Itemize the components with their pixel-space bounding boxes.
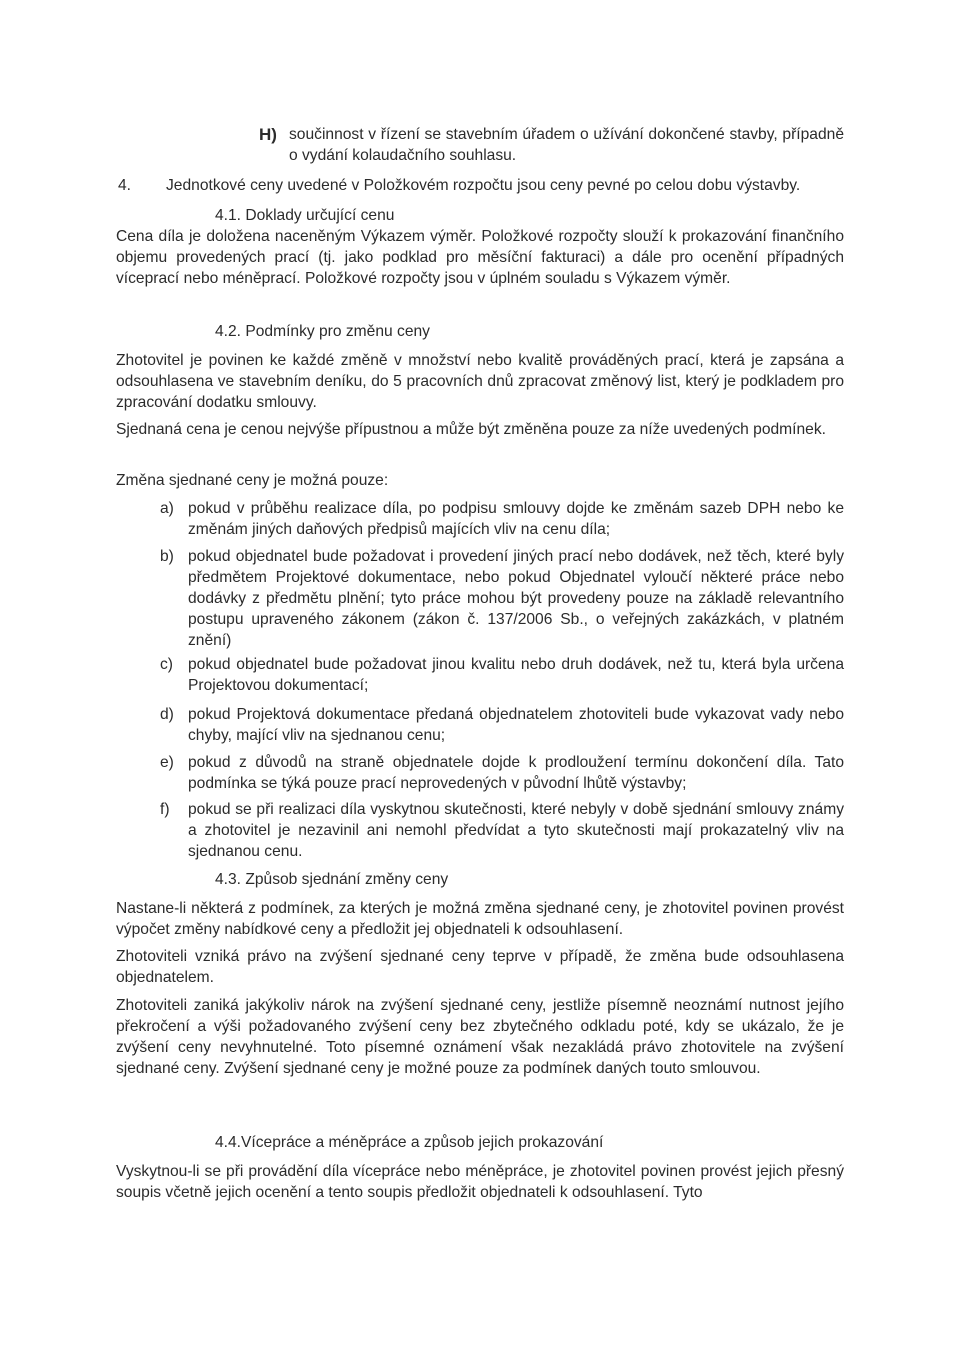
list-item-e-text: pokud z důvodů na straně objednatele dojde k prodloužení termínu dokončení díla. Tato podmínka se týká pouze prací neprovedených v původní lhůtě výstavby; (188, 754, 844, 792)
section-4-2-paragraph-2: Sjednaná cena je cenou nejvýše přípustnou a může být změněna pouze za níže uvedených podmínek. (116, 421, 826, 438)
list-item-f-text: pokud se při realizaci díla vyskytnou skutečnosti, které nebyly v době sjednání smlouvy známy a zhotovitel je nezavinil ani nemohl předvídat a tyto skutečnosti mají prokazatelný vliv na sjednanou cenu. (188, 801, 844, 860)
list-item-a-text: pokud v průběhu realizace díla, po podpisu smlouvy dojde ke změnám sazeb DPH nebo ke změnám jiných daňových předpisů majících vliv na cenu díla; (188, 500, 844, 538)
section-4-3-paragraph-1: Nastane-li některá z podmínek, za kterých je možná změna sjednané ceny, je zhotovitel povinen provést výpočet změny nabídkové ceny a předložit jej objednateli k odsouhlasení. (116, 900, 844, 938)
section-4-4-heading: 4.4.Vícepráce a méněpráce a způsob jejich prokazování (215, 1134, 604, 1151)
section-4-3-heading: 4.3. Způsob sjednání změny ceny (215, 871, 449, 888)
list-item-b-letter: b) (160, 548, 174, 565)
section-4-2-paragraph-3: Změna sjednané ceny je možná pouze: (116, 472, 389, 489)
item-h-letter: H) (259, 125, 277, 144)
list-item-a-letter: a) (160, 500, 174, 517)
section-4-1-paragraph: Cena díla je doložena naceněným Výkazem výměr. Položkové rozpočty slouží k prokazování finančního objemu provedených prací (tj. jako podklad pro měsíční fakturaci) a dále pro ocenění případných víceprací nebo méněprací. Položkové rozpočty jsou v úplném souladu s Výkazem výměr. (116, 228, 844, 287)
section-4-2-paragraph-1: Zhotovitel je povinen ke každé změně v množství nebo kvalitě prováděných prací, která je zapsána a odsouhlasena ve stavebním deníku, do 5 pracovních dnů zpracovat změnový list, který je podkladem pro zpracování dodatku smlouvy. (116, 352, 844, 411)
list-item-d-letter: d) (160, 706, 174, 723)
item-4-text: Jednotkové ceny uvedené v Položkovém rozpočtu jsou ceny pevné po celou dobu výstavby. (166, 177, 801, 194)
list-item-f-letter: f) (160, 801, 170, 818)
list-item-b-text: pokud objednatel bude požadovat i provedení jiných prací nebo dodávek, než těch, které byly předmětem Projektové dokumentace, nebo pokud Objednatel vyloučí některé práce nebo dodávky z předmětu plnění; tyto práce mohou být provedeny pouze na základě relevantního postupu upraveného zákonem (zákon č. 137/2006 Sb., o veřejných zakázkách, v platném znění) (188, 548, 844, 649)
section-4-3-paragraph-2: Zhotoviteli vzniká právo na zvýšení sjednané ceny teprve v případě, že změna bude odsouhlasena objednatelem. (116, 948, 844, 986)
list-item-c-letter: c) (160, 656, 173, 673)
section-4-1-heading: 4.1. Doklady určující cenu (215, 207, 395, 224)
section-4-2-heading: 4.2. Podmínky pro změnu ceny (215, 323, 430, 340)
section-4-3-paragraph-3: Zhotoviteli zaniká jakýkoliv nárok na zvýšení sjednané ceny, jestliže písemně neoznámí nutnost jejího překročení a výši požadovaného zvýšení ceny bez zbytečného odkladu poté, kdy se ukázalo, že je zvýšení ceny nevyhnutelné. Toto písemné oznámení však nezakládá právo zhotovitele na zvýšení sjednané ceny. Zvýšení sjednané ceny je možné pouze za podmínek daných touto smlouvou. (116, 997, 844, 1077)
item-h-text: součinnost v řízení se stavebním úřadem o užívání dokončené stavby, případně o vydání kolaudačního souhlasu. (289, 126, 844, 164)
item-4-number: 4. (118, 177, 132, 194)
list-item-d-text: pokud Projektová dokumentace předaná objednatelem zhotoviteli bude vykazovat vady nebo chyby, mající vliv na sjednanou cenu; (188, 706, 844, 744)
list-item-e-letter: e) (160, 754, 174, 771)
section-4-4-paragraph-1: Vyskytnou-li se při provádění díla vícepráce nebo méněpráce, je zhotovitel povinen provést jejich přesný soupis včetně jejich ocenění a tento soupis předložit objednateli k odsouhlasení. Tyto (116, 1163, 844, 1201)
list-item-c-text: pokud objednatel bude požadovat jinou kvalitu nebo druh dodávek, než tu, která byla určena Projektovou dokumentací; (188, 656, 844, 694)
